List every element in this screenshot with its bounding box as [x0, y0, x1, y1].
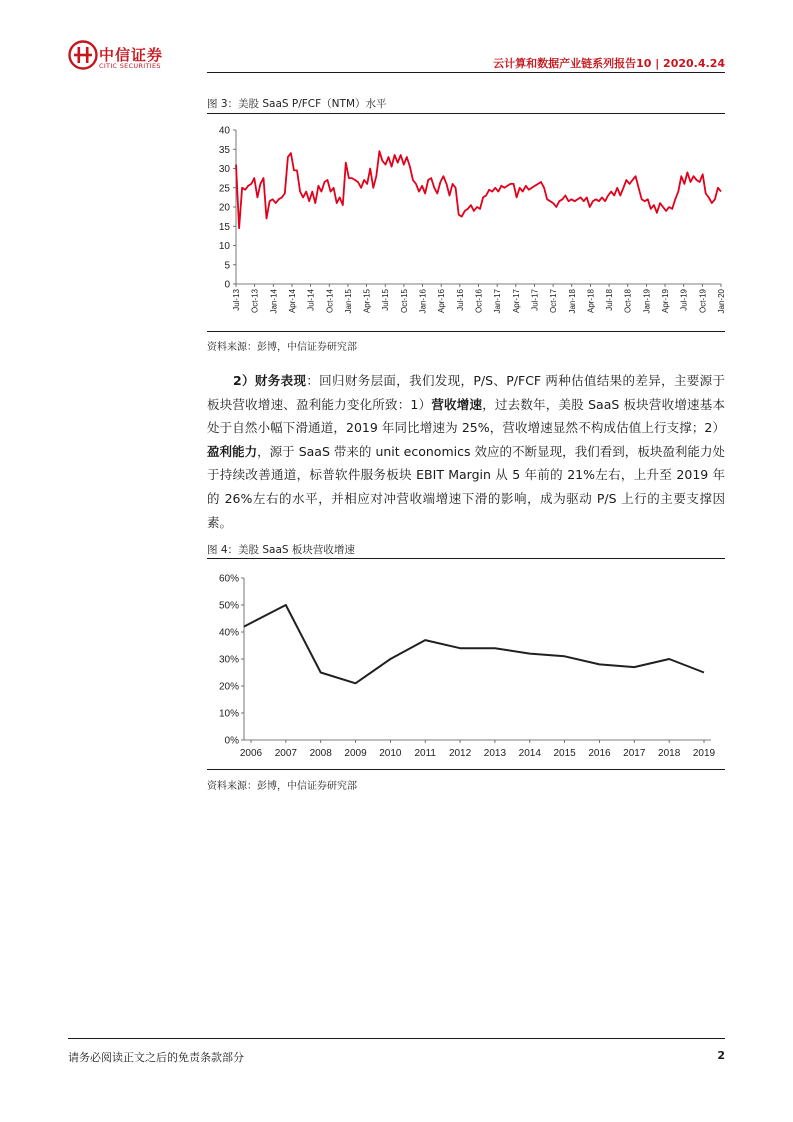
x-tick-label: 2012: [448, 748, 472, 759]
x-tick-label: Oct-19: [698, 289, 708, 314]
x-tick-label: Jan-20: [717, 289, 726, 314]
figure-4-bottom-rule: [207, 769, 725, 770]
y-tick-label: 35: [218, 144, 230, 156]
y-tick-label: 0%: [224, 735, 239, 747]
pfcf-series-line: [236, 151, 721, 228]
y-tick-label: 40%: [218, 627, 239, 639]
x-tick-label: 2015: [553, 748, 576, 759]
page-number: 2: [717, 1049, 725, 1062]
figure-3-top-rule: [207, 113, 725, 114]
y-tick-label: 10: [218, 241, 230, 252]
x-tick-label: 2006: [239, 748, 263, 759]
y-tick-label: 0: [224, 279, 230, 291]
y-tick-label: 5: [224, 260, 230, 272]
y-tick-label: 20%: [218, 681, 239, 693]
x-tick-label: Jul-13: [232, 289, 241, 311]
x-tick-label: Oct-17: [549, 289, 559, 314]
y-tick-label: 60%: [218, 573, 239, 585]
paragraph-lead: 2）财务表现: [233, 373, 307, 388]
x-tick-label: Jul-14: [306, 289, 316, 311]
x-tick-label: 2010: [379, 748, 402, 759]
figure-3-source: 资料来源：彭博，中信证券研究部: [207, 342, 357, 353]
x-tick-label: Oct-18: [623, 289, 633, 314]
figure-4-source: 资料来源：彭博，中信证券研究部: [207, 781, 357, 792]
x-tick-label: Jan-16: [418, 289, 428, 314]
x-tick-label: 2019: [692, 748, 716, 759]
paragraph-bold2: 盈利能力: [207, 443, 258, 459]
paragraph-part1: ：回归财务层面，我们发现，P/S、P/FCF 两种估值结果的差异，主要源于板块营收增速、盈利能力变化所致：1）: [207, 373, 725, 412]
x-tick-label: Jan-18: [567, 289, 577, 314]
y-tick-label: 15: [218, 221, 230, 233]
report-title: 云计算和数据产业链系列报告10 | 2020.4.24: [493, 57, 725, 70]
x-tick-label: Oct-13: [250, 289, 260, 314]
x-tick-label: Jul-19: [679, 289, 689, 311]
figure-3-caption: 图 3：美股 SaaS P/FCF（NTM）水平: [207, 98, 387, 110]
x-tick-label: Apr-15: [362, 289, 372, 314]
x-tick-label: Apr-19: [661, 289, 671, 314]
footer-divider: [68, 1038, 725, 1039]
x-tick-label: Apr-16: [437, 289, 447, 314]
x-tick-label: 2007: [274, 748, 297, 759]
revenue-growth-line-chart: [207, 566, 725, 766]
x-tick-label: 2014: [518, 748, 541, 759]
x-tick-label: 2009: [344, 748, 367, 759]
x-tick-label: Jan-17: [493, 289, 503, 314]
x-tick-label: 2011: [414, 748, 436, 759]
y-tick-label: 20: [218, 202, 230, 214]
y-tick-label: 10%: [218, 708, 239, 720]
x-tick-label: 2017: [623, 748, 646, 759]
x-tick-label: Jan-19: [642, 289, 652, 314]
logo-text-cn: 中信证券: [99, 46, 164, 64]
y-tick-label: 40: [218, 125, 230, 137]
x-tick-label: Apr-18: [586, 289, 596, 314]
x-tick-label: Jul-15: [381, 289, 391, 311]
paragraph-part3: ，源于 SaaS 带来的 unit economics 效应的不断显现，我们看到，板块盈利能力处于持续改善通道，标普软件服务板块 EBIT Margin 从 5 年前的 21%左右，上升至 2019 年的 26%左右的水平，并相应对冲营收端增速下滑的影响，成为驱动 P/S 上行的主要支撑因素。: [207, 443, 725, 530]
x-tick-label: Jan-15: [343, 289, 353, 314]
x-tick-label: 2013: [483, 748, 507, 759]
y-tick-label: 50%: [218, 600, 239, 612]
citic-logo-icon: [68, 40, 98, 70]
x-tick-label: Apr-17: [511, 289, 521, 314]
header-divider: [207, 72, 725, 73]
x-tick-label: Oct-15: [399, 289, 409, 314]
footer-disclaimer: 请务必阅读正文之后的免责条款部分: [68, 1051, 244, 1064]
figure-4-top-rule: [207, 558, 725, 559]
y-tick-label: 25: [218, 183, 230, 195]
x-tick-label: Oct-16: [474, 289, 484, 314]
body-paragraph: [207, 369, 725, 534]
figure-3-bottom-rule: [207, 331, 725, 332]
x-tick-label: 2018: [658, 748, 681, 759]
revenue-growth-series-line: [244, 605, 704, 683]
y-tick-label: 30%: [218, 654, 239, 666]
y-tick-label: 30: [218, 164, 230, 175]
x-tick-label: Jul-17: [530, 289, 540, 311]
pfcf-line-chart: [207, 118, 725, 328]
x-tick-label: 2016: [588, 748, 611, 759]
paragraph-part2: ，过去数年，美股 SaaS 板块营收增速基本处于自然小幅下滑通道，2019 年同比增速为 25%，营收增速显然不构成估值上行支撑；2）: [207, 396, 725, 436]
x-tick-label: Oct-14: [325, 289, 335, 314]
logo-text-en: CITIC SECURITIES: [99, 62, 161, 70]
paragraph-bold1: 营收增速: [431, 396, 483, 412]
x-tick-label: 2008: [309, 748, 332, 759]
figure-4-caption: 图 4：美股 SaaS 板块营收增速: [207, 544, 355, 556]
x-tick-label: Jul-16: [455, 289, 465, 311]
x-tick-label: Jan-14: [269, 289, 279, 314]
x-tick-label: Jul-18: [605, 289, 615, 311]
x-tick-label: Apr-14: [287, 289, 297, 314]
